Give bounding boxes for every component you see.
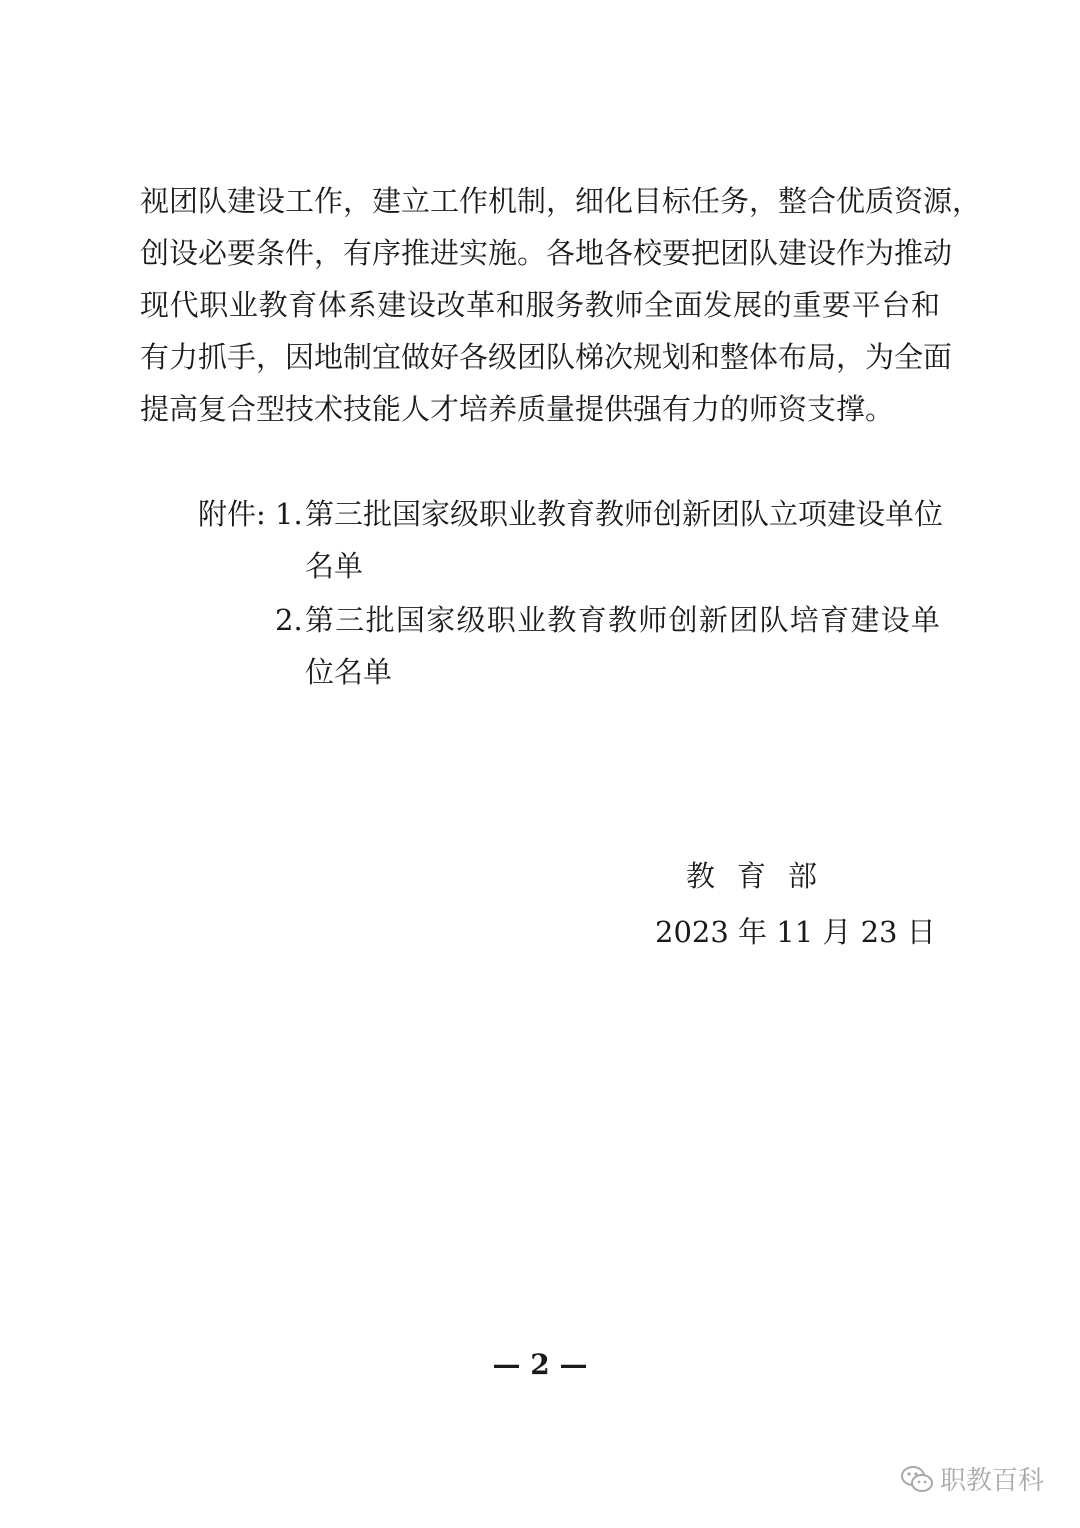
attachment-number: 2. [275,603,303,637]
watermark-text: 职教百科 [940,1466,1045,1496]
attachment-number: 1. [275,497,303,531]
body-line-3: 现代职业教育体系建设改革和服务教师全面发展的重要平台和 [140,288,940,322]
body-line-2: 创设必要条件，有序推进实施。各地各校要把团队建设作为推动 [140,236,953,270]
issuer-signature: 教育部 [686,859,840,893]
attachment-title-line2: 名单 [305,549,364,583]
wechat-icon [900,1464,934,1494]
page-number: — 2 — [492,1348,588,1381]
attachment-title-line1: 第三批国家级职业教育教师创新团队培育建设单 [305,603,940,637]
body-line-4: 有力抓手，因地制宜做好各级团队梯次规划和整体布局，为全面 [140,340,953,374]
attachments-label: 附件: [198,497,266,531]
watermark [900,1460,1044,1497]
body-line-1: 视团队建设工作，建立工作机制，细化目标任务，整合优质资源， [140,184,982,218]
issue-date: 2023 年 11 月 23 日 [655,915,936,949]
body-line-5: 提高复合型技术技能人才培养质量提供强有力的师资支撑。 [140,392,895,426]
attachment-title-line2: 位名单 [305,655,393,689]
attachment-title-line1: 第三批国家级职业教育教师创新团队立项建设单位 [305,497,944,531]
